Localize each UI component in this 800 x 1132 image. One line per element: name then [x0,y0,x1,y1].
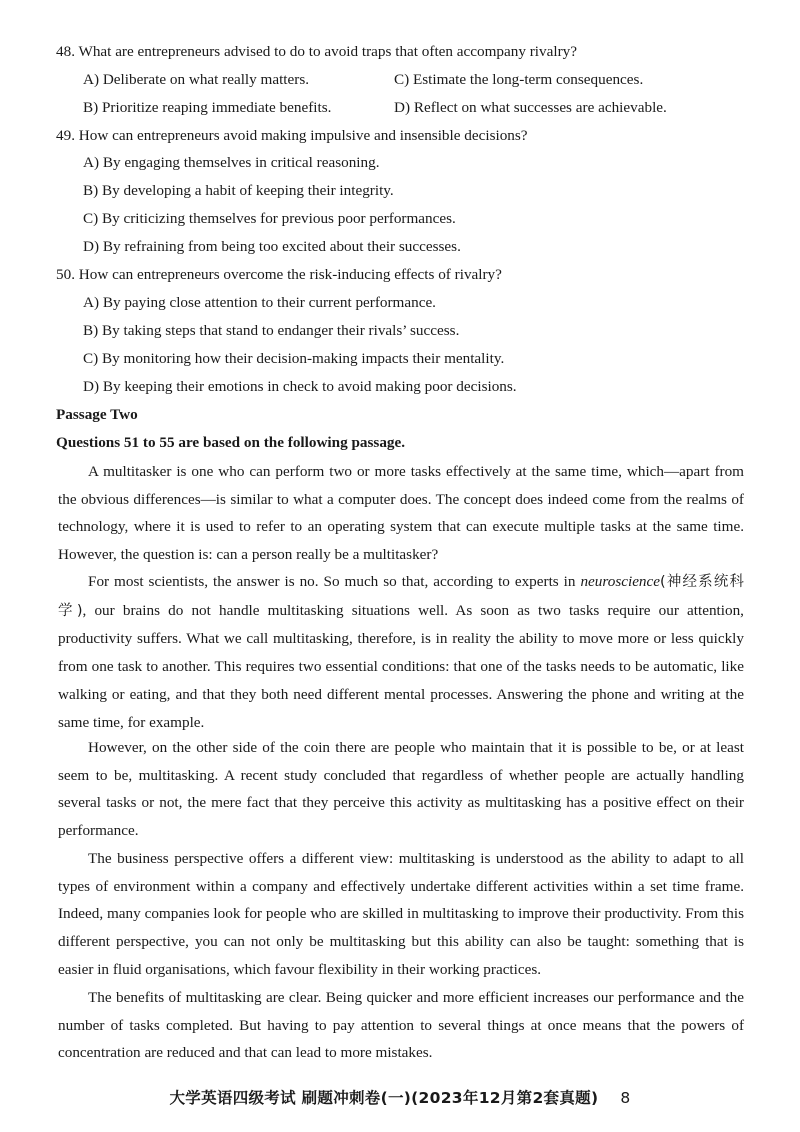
passage-paragraph-3: However, on the other side of the coin there are people who maintain that it is possible to be, or at least seem to be, multitasking. A recent study concluded that regardless of whether people are actually handling several tasks or not, the mere fact that they perceive this activity as multitasking has a positive effect on their performance. [58,739,744,840]
paragraph-2-before: For most scientists, the answer is no. So much so that, according to experts in [88,573,581,590]
page-footer [0,1086,800,1108]
question-50-option-a: A) By paying close attention to their current performance. [83,294,436,311]
passage-paragraph-4: The business perspective offers a different view: multitasking is understood as the ability to adapt to all types of environment within a company and effectively undertake different activities within a set time frame. Indeed, many companies look for people who are skilled in multitasking to improve their productivity. From this different perspective, you can not only be multitasking but this ability can also be taught: something that is easier in fluid organisations, which favour flexibility in their working practices. [58,850,744,978]
question-50-option-b: B) By taking steps that stand to endanger their rivals’ success. [83,322,460,339]
question-48-option-d: D) Reflect on what successes are achievable. [394,99,667,116]
question-48-option-b: B) Prioritize reaping immediate benefits. [83,99,332,116]
page-number: 8 [620,1089,631,1107]
question-48-option-a: A) Deliberate on what really matters. [83,71,310,88]
question-50-option-c: C) By monitoring how their decision-making impacts their mentality. [83,350,505,367]
footer-title: 大学英语四级考试 刷题冲刺卷(一)(2023年12月第2套真题) [169,1089,599,1107]
chinese-gloss: (神经系统科学) [58,574,744,619]
question-48-option-c: C) Estimate the long-term consequences. [394,71,644,88]
question-49-option-b: B) By developing a habit of keeping their integrity. [83,182,394,199]
question-49-option-c: C) By criticizing themselves for previous poor performances. [83,210,456,227]
question-49-stem: 49. How can entrepreneurs avoid making impulsive and insensible decisions? [56,127,528,144]
paragraph-2-after: , our brains do not handle multitasking situations well. As soon as two tasks require our attention, productivity suffers. What we call multitasking, therefore, is in reality the ability to move more or less quickly from one task to another. This requires two essential conditions: that one of the tasks needs to be automatic, like walking or eating, and that they both need different mental processes. Answering the phone and writing at the same time, for example. [58,601,744,731]
passage-paragraph-1: A multitasker is one who can perform two or more tasks effectively at the same time, which—apart from the obvious differences—is similar to what a computer does. The concept does indeed come from the realms of technology, where it is used to refer to an operating system that can execute multiple tasks at the same time. However, the question is: can a person really be a multitasker? [58,463,744,564]
passage-heading: Passage Two [56,406,138,423]
question-48-stem: 48. What are entrepreneurs advised to do to avoid traps that often accompany rivalry? [56,43,577,60]
passage-instruction: Questions 51 to 55 are based on the following passage. [56,434,406,451]
question-49-option-d: D) By refraining from being too excited about their successes. [83,238,461,255]
question-49-option-a: A) By engaging themselves in critical reasoning. [83,154,380,171]
question-50-stem: 50. How can entrepreneurs overcome the risk-inducing effects of rivalry? [56,266,502,283]
glossed-term: neuroscience [580,573,661,590]
passage-paragraph-5: The benefits of multitasking are clear. Being quicker and more efficient increases our performance and the number of tasks completed. But having to pay attention to several things at once means that the powers of concentration are reduced and that can lead to more mistakes. [58,989,744,1062]
passage-paragraph-2 [58,568,744,736]
question-50-option-d: D) By keeping their emotions in check to avoid making poor decisions. [83,378,517,395]
